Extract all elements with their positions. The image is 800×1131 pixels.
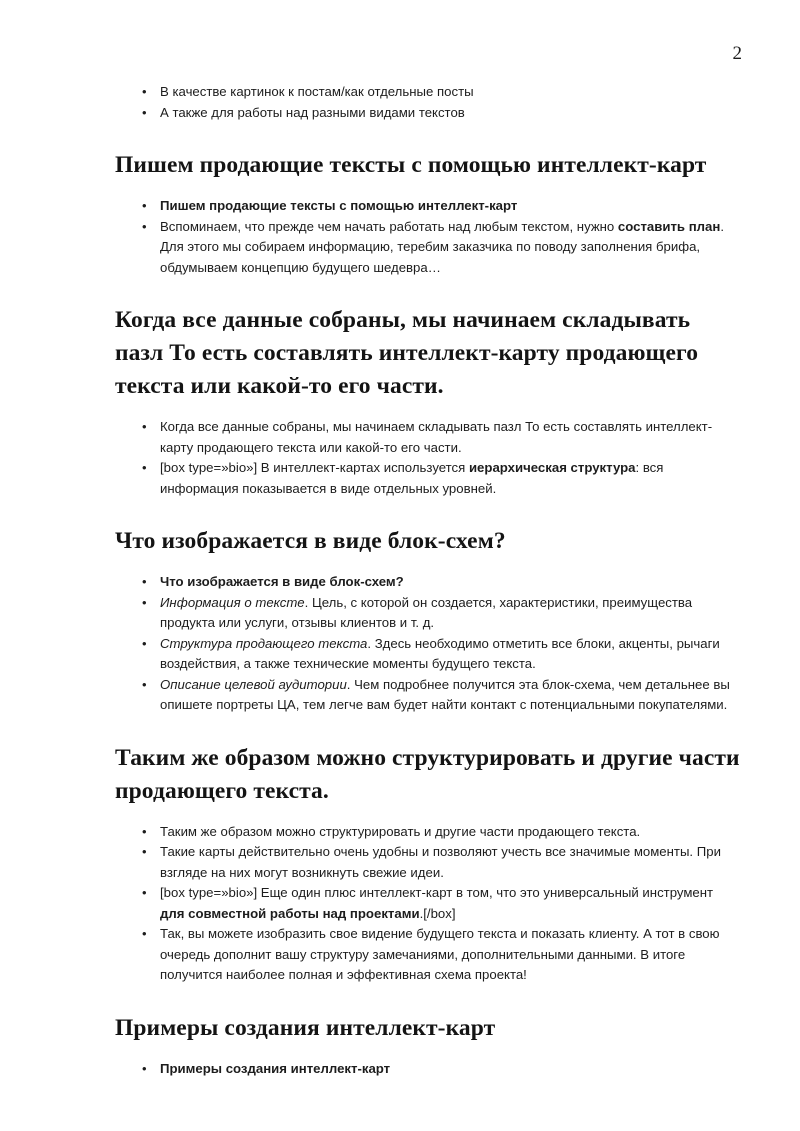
- section-heading: Примеры создания интеллект-карт: [115, 1014, 496, 1041]
- section-heading: Когда все данные собраны, мы начинаем складывать пазл То есть составлять интеллект-карту продающего текста или какой-то его части.: [115, 307, 699, 399]
- bullet-text-run: . Чем подробнее получится эта блок-схема, чем детальнее вы опишете портреты ЦА, тем легче вам будет найти контакт с потенциальными покупателями.: [160, 676, 730, 712]
- bullet-item: [115, 217, 740, 279]
- page-content: [115, 82, 740, 1079]
- bullet-text-run: .[/box]: [419, 905, 456, 921]
- section-bullet-list: [115, 1059, 740, 1080]
- bullet-text-run: А также для работы над разными видами текстов: [160, 104, 465, 120]
- bullet-dot-icon: •: [142, 844, 147, 859]
- bullet-text: [160, 595, 692, 631]
- bullet-dot-icon: •: [142, 635, 147, 651]
- bullet-item: [115, 924, 740, 986]
- bullet-text: [160, 636, 720, 672]
- bullet-text-bold: иерархическая структура: [468, 460, 636, 475]
- bullet-item: [115, 883, 740, 924]
- bullet-text-run: В качестве картинок к постам/как отдельные посты: [160, 84, 474, 99]
- section-heading: Таким же образом можно структурировать и другие части продающего текста.: [115, 744, 740, 804]
- bullet-item: [115, 822, 740, 843]
- bullet-text: [160, 84, 474, 99]
- bullet-dot-icon: •: [142, 460, 147, 475]
- bullet-text: [160, 198, 517, 213]
- bullet-item: [115, 458, 740, 499]
- bullet-item: [115, 842, 740, 883]
- bullet-dot-icon: •: [142, 218, 147, 234]
- bullet-item: [115, 196, 740, 217]
- bullet-text-run: [box type=»bio»] Еще один плюс интеллект-карт в том, что это универсальный инструмент: [160, 885, 714, 900]
- bullet-text: [160, 885, 713, 921]
- bullet-text-run: Таким же образом можно структурировать и другие части продающего текста.: [160, 823, 641, 839]
- bullet-text-bold: составить план: [617, 218, 721, 234]
- page-number: 2: [732, 43, 742, 64]
- section-bullet-list: [115, 572, 740, 716]
- bullet-item: [115, 593, 740, 634]
- bullet-dot-icon: •: [142, 594, 147, 610]
- bullet-text: [160, 844, 721, 880]
- bullet-text-italic: Описание целевой аудитории: [160, 676, 347, 692]
- bullet-item: [115, 634, 740, 675]
- bullet-dot-icon: •: [142, 419, 147, 434]
- section-heading: Пишем продающие тексты с помощью интеллект-карт: [115, 152, 707, 178]
- bullet-text-bold: Что изображается в виде блок-схем?: [160, 574, 404, 589]
- section-heading: Что изображается в виде блок-схем?: [115, 528, 506, 554]
- bullet-dot-icon: •: [142, 676, 147, 692]
- bullet-text-run: : вся информация показывается в виде отдельных уровней.: [160, 460, 664, 496]
- intro-bullet-list: [115, 82, 740, 123]
- bullet-text: [160, 926, 720, 982]
- bullet-dot-icon: •: [142, 198, 147, 213]
- bullet-dot-icon: •: [142, 926, 147, 941]
- bullet-text-bold: для совместной работы над проектами: [160, 905, 420, 921]
- bullet-text-run: [box type=»bio»] В интеллект-картах используется: [160, 460, 469, 475]
- bullet-text: [160, 824, 640, 839]
- bullet-text: [160, 460, 663, 496]
- bullet-item: [115, 675, 740, 716]
- bullet-text-run: Вспоминаем, что прежде чем начать работать над любым текстом, нужно: [160, 218, 618, 234]
- bullet-text-italic: Информация о тексте: [160, 594, 305, 610]
- bullet-item: [115, 82, 740, 103]
- bullet-text-bold: Примеры создания интеллект-карт: [160, 1060, 391, 1076]
- bullet-text: [160, 677, 730, 713]
- bullet-text: [160, 1061, 390, 1076]
- bullet-item: [115, 417, 740, 458]
- bullet-dot-icon: •: [142, 84, 147, 99]
- bullet-text-run: Когда все данные собраны, мы начинаем складывать пазл То есть составлять интеллект-карту продающего текста или какой-то его части.: [160, 419, 713, 455]
- bullet-text-run: . Здесь необходимо отметить все блоки, акценты, рычаги воздействия, а также технические моменты будущего текста.: [160, 635, 720, 671]
- bullet-text: [160, 419, 712, 455]
- bullet-text-run: Такие карты действительно очень удобны и позволяют учесть все значимые моменты. При взгляде на них могут возникнуть свежие идеи.: [160, 844, 721, 880]
- bullet-dot-icon: •: [142, 823, 147, 839]
- bullet-text-run: . Для этого мы собираем информацию, теребим заказчика по поводу заполнения брифа, обдумываем концепцию будущего шедевра…: [160, 218, 725, 275]
- bullet-text-run: Так, вы можете изобразить свое видение будущего текста и показать клиенту. А тот в свою очередь дополнит вашу структуру замечаниями, дополнительными данными. В итоге получится наиболее полная и эффективная схема проекта!: [160, 926, 720, 982]
- sections-container: [115, 149, 740, 1079]
- bullet-text-italic: Структура продающего текста: [160, 635, 368, 651]
- bullet-text: [160, 574, 404, 589]
- bullet-dot-icon: •: [142, 885, 147, 900]
- bullet-item: [115, 1059, 740, 1080]
- bullet-dot-icon: •: [142, 104, 147, 120]
- bullet-text-bold: Пишем продающие тексты с помощью интеллект-карт: [160, 198, 518, 213]
- bullet-text: [160, 219, 724, 275]
- section-bullet-list: [115, 417, 740, 499]
- bullet-item: [115, 103, 740, 124]
- bullet-item: [115, 572, 740, 593]
- section-bullet-list: [115, 196, 740, 278]
- bullet-dot-icon: •: [142, 1060, 147, 1076]
- bullet-dot-icon: •: [142, 574, 147, 589]
- bullet-text-run: . Цель, с которой он создается, характеристики, преимущества продукта или услуги, отзывы клиентов и т. д.: [160, 594, 693, 630]
- bullet-text: [160, 105, 465, 120]
- section-bullet-list: [115, 822, 740, 986]
